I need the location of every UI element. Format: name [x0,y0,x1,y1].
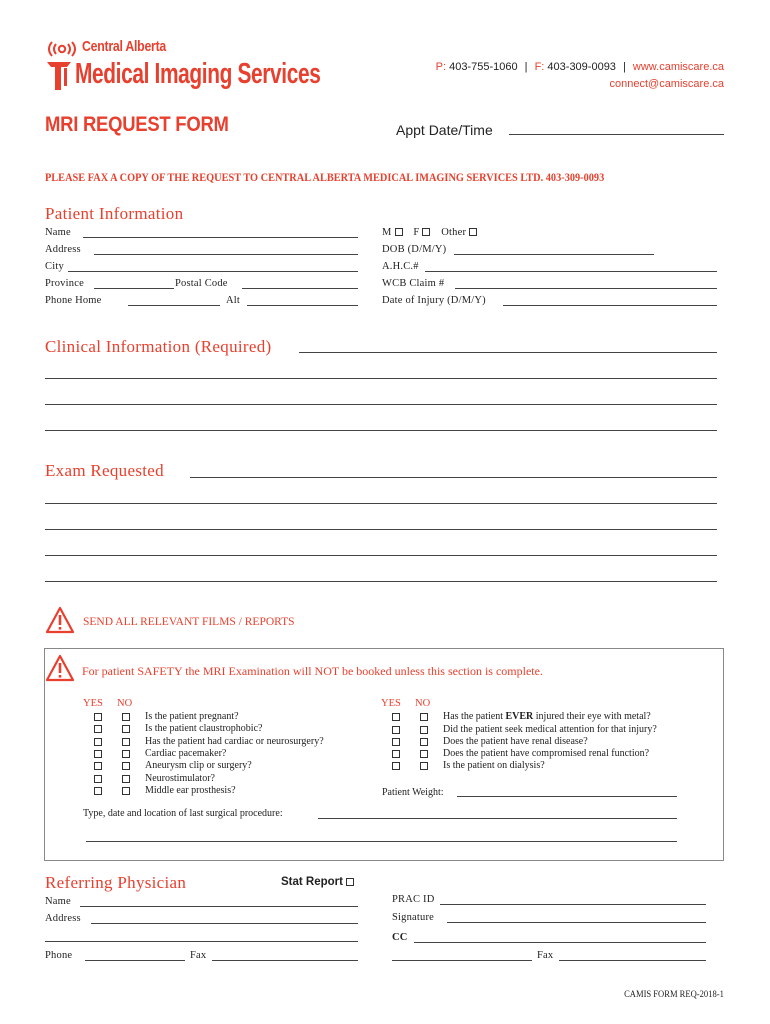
patient-name-label: Name [45,227,71,238]
ahc-field[interactable] [425,271,717,272]
separator: | [524,61,528,73]
ref-address-label: Address [45,913,81,924]
fax-prefix: F: [534,61,545,73]
exam-field-3[interactable] [45,529,717,530]
phone-prefix: P: [435,61,447,73]
exam-heading: Exam Requested [45,461,164,480]
patient-alt-field[interactable] [247,305,358,306]
right-q-3-no-checkbox[interactable] [420,762,428,770]
ref-phone-label: Phone [45,950,73,961]
q-eye-metal-bold: EVER [505,711,534,722]
ref-name-label: Name [45,896,71,907]
left-q-0-yes-checkbox[interactable] [94,713,102,721]
patient-province-field[interactable] [94,288,174,289]
exam-field-2[interactable] [45,503,717,504]
appt-label: Appt Date/Time [396,122,493,138]
left-q-2-no-checkbox[interactable] [122,738,130,746]
cc-field-2[interactable] [392,960,532,961]
left-q-6-no-checkbox[interactable] [122,787,130,795]
injury-label: Date of Injury (D/M/Y) [382,295,486,306]
signature-field[interactable] [447,922,706,923]
left-q-4-yes-checkbox[interactable] [94,762,102,770]
left-q-3-no-checkbox[interactable] [122,750,130,758]
patient-address-label: Address [45,244,81,255]
q-eye-metal-pre: Has the patient [443,711,506,722]
right-q-1-yes-checkbox[interactable] [392,738,400,746]
wcb-field[interactable] [455,288,717,289]
right-q-3-yes-checkbox[interactable] [392,762,400,770]
left-q-6-label: Middle ear prosthesis? [145,784,236,796]
fax-number: 403-309-0093 [547,61,616,73]
right-q-0-no-checkbox[interactable] [420,726,428,734]
surgical-field-2[interactable] [86,841,677,842]
left-q-2-yes-checkbox[interactable] [94,738,102,746]
left-q-1-no-checkbox[interactable] [122,725,130,733]
cc-fax-field[interactable] [559,960,706,961]
right-q-0-label: Did the patient seek medical attention for that injury? [443,723,657,735]
sex-f-checkbox[interactable] [422,228,430,236]
no-header-right: NO [415,698,431,709]
patient-name-field[interactable] [83,237,358,238]
right-q-1-label: Does the patient have renal disease? [443,735,588,747]
signature-label: Signature [392,912,435,923]
clinical-heading: Clinical Information (Required) [45,337,272,356]
fax-notice: PLEASE FAX A COPY OF THE REQUEST TO CENTRAL ALBERTA MEDICAL IMAGING SERVICES LTD. 403-309-0093 [45,170,605,184]
ref-address-field[interactable] [91,923,358,924]
clinical-field-3[interactable] [45,404,717,405]
sex-other-label: Other [441,227,467,238]
left-q-3-label: Cardiac pacemaker? [145,747,227,759]
dob-field[interactable] [454,254,654,255]
surgical-field-1[interactable] [318,818,677,819]
brand-line2: Medical Imaging Services [75,58,321,90]
sex-row [382,227,477,239]
ref-fax-label: Fax [190,950,207,961]
right-q-1-no-checkbox[interactable] [420,738,428,746]
left-q-4-no-checkbox[interactable] [122,762,130,770]
ref-name-field[interactable] [80,906,358,907]
left-q-5-no-checkbox[interactable] [122,775,130,783]
yes-header-right: YES [381,698,401,709]
cc-field[interactable] [414,942,706,943]
q-eye-metal-no-checkbox[interactable] [420,713,428,721]
prac-id-field[interactable] [440,904,706,905]
right-q-2-no-checkbox[interactable] [420,750,428,758]
patient-phone-label: Phone Home [45,295,102,306]
right-q-0-yes-checkbox[interactable] [392,726,400,734]
right-q-3-label: Is the patient on dialysis? [443,760,545,772]
exam-field-1[interactable] [190,477,717,478]
email-link[interactable]: connect@camiscare.ca [609,78,724,90]
ref-address-field-2[interactable] [45,941,358,942]
exam-field-4[interactable] [45,555,717,556]
separator-2: | [623,61,626,73]
logo [45,38,321,98]
phone-number: 403-755-1060 [449,61,518,73]
clinical-field-1[interactable] [299,352,717,353]
broadcast-waves-icon [45,40,79,58]
left-q-0-no-checkbox[interactable] [122,713,130,721]
stat-report-label: Stat Report [281,876,343,888]
weight-label: Patient Weight: [382,787,444,798]
films-notice: SEND ALL RELEVANT FILMS / REPORTS [83,616,295,628]
injury-field[interactable] [503,305,717,306]
left-q-0-label: Is the patient pregnant? [145,711,239,722]
yes-header-left: YES [83,698,103,709]
left-q-5-yes-checkbox[interactable] [94,775,102,783]
dob-label: DOB (D/M/Y) [382,244,447,255]
right-q-2-label: Does the patient have compromised renal function? [443,748,650,760]
patient-address-field[interactable] [94,254,358,255]
ahc-label: A.H.C.# [382,261,419,272]
sex-other-checkbox[interactable] [469,228,477,236]
patient-phone-field[interactable] [128,305,220,306]
no-header-left: NO [117,698,133,709]
left-q-6-yes-checkbox[interactable] [94,787,102,795]
patient-alt-label: Alt [226,295,241,306]
patient-city-field[interactable] [68,271,358,272]
ref-fax-field[interactable] [212,960,358,961]
left-q-5-label: Neurostimulator? [145,772,215,784]
cc-label: CC [392,932,408,943]
surgical-label: Type, date and location of last surgical procedure: [83,808,283,819]
sex-m-label: M [382,227,392,238]
left-q-1-label: Is the patient claustrophobic? [145,723,263,735]
sex-m-checkbox[interactable] [395,228,403,236]
warning-icon [45,606,75,634]
patient-postal-field[interactable] [242,288,358,289]
left-q-2-label: Has the patient had cardiac or neurosurgery? [145,735,324,747]
left-q-1-yes-checkbox[interactable] [94,725,102,733]
appt-field[interactable] [509,134,724,135]
referring-heading: Referring Physician [45,873,187,892]
form-title: MRI REQUEST FORM [45,113,229,136]
brand-line1: Central Alberta [82,38,167,55]
patient-postal-label: Postal Code [175,278,228,289]
warning-icon-safety [45,654,75,682]
weight-field[interactable] [457,796,677,797]
website-link[interactable]: www.camiscare.ca [632,61,724,73]
clinical-field-4[interactable] [45,430,717,431]
patient-province-label: Province [45,278,84,289]
contact-line [436,61,724,73]
prac-id-label: PRAC ID [392,894,435,905]
left-q-3-yes-checkbox[interactable] [94,750,102,758]
stat-report-row [281,876,354,888]
sex-f-label: F [413,227,420,238]
wcb-label: WCB Claim # [382,278,445,289]
ref-phone-field[interactable] [85,960,185,961]
safety-warning: For patient SAFETY the MRI Examination will NOT be booked unless this section is complete. [82,664,543,678]
left-q-4-label: Aneurysm clip or surgery? [145,760,252,772]
footer-code: CAMIS FORM REQ-2018-1 [624,990,724,1000]
logo-figure-icon [45,58,73,90]
q-eye-metal-yes-checkbox[interactable] [392,713,400,721]
patient-info-heading: Patient Information [45,204,184,223]
patient-city-label: City [45,261,64,272]
stat-report-checkbox[interactable] [346,878,354,886]
cc-fax-label: Fax [537,950,554,961]
q-eye-metal-post: injured their eye with metal? [533,711,651,722]
right-q-2-yes-checkbox[interactable] [392,750,400,758]
clinical-field-2[interactable] [45,378,717,379]
q-eye-metal-label [443,711,651,723]
exam-field-5[interactable] [45,581,717,582]
